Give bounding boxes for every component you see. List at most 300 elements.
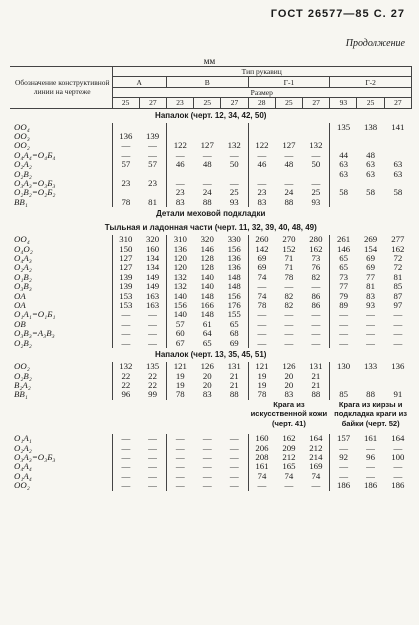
value-cell: — bbox=[148, 141, 157, 151]
value-cell: — bbox=[311, 338, 321, 348]
value-cell: 73 bbox=[311, 254, 321, 264]
glove-type-header: Тип рукавиц bbox=[112, 67, 412, 77]
value-cell: 132 bbox=[166, 273, 193, 282]
value-cell: 132 bbox=[309, 141, 323, 151]
table-row bbox=[10, 151, 412, 160]
value-cell: — bbox=[229, 179, 239, 188]
value-cell: 72 bbox=[393, 263, 403, 273]
row-label: OA bbox=[14, 301, 26, 311]
value-cell: — bbox=[202, 150, 212, 160]
value-cell: 142 bbox=[248, 245, 275, 254]
value-cell: 50 bbox=[229, 160, 239, 170]
value-cell bbox=[330, 141, 357, 150]
value-cell: 126 bbox=[282, 362, 296, 372]
value-cell: 83 bbox=[284, 390, 294, 400]
value-cell: 136 bbox=[166, 245, 193, 254]
table-row bbox=[10, 339, 412, 348]
value-cell: — bbox=[112, 141, 139, 150]
value-cell: 88 bbox=[202, 197, 212, 207]
value-cell: — bbox=[366, 338, 375, 348]
value-cell: — bbox=[202, 443, 212, 453]
table-row bbox=[10, 254, 412, 263]
value-cell: — bbox=[284, 150, 294, 160]
value-cell: 156 bbox=[227, 291, 241, 301]
value-cell: — bbox=[202, 471, 212, 481]
value-cell bbox=[330, 372, 357, 381]
value-cell: 148 bbox=[200, 310, 214, 320]
value-cell: 161 bbox=[248, 462, 275, 471]
value-cell bbox=[384, 141, 411, 150]
value-cell: 134 bbox=[145, 254, 160, 264]
spacer-cell bbox=[10, 400, 248, 429]
table-row bbox=[10, 235, 412, 244]
value-cell: 269 bbox=[363, 235, 378, 245]
value-cell bbox=[384, 151, 411, 160]
value-cell: 19 bbox=[248, 381, 275, 390]
value-cell: 61 bbox=[202, 319, 212, 329]
value-cell: 88 bbox=[284, 197, 294, 207]
table-row bbox=[10, 301, 412, 310]
value-cell: 127 bbox=[112, 263, 139, 272]
table-row bbox=[10, 141, 412, 150]
row-label: O₄A₃ bbox=[14, 254, 32, 264]
value-cell: 78 bbox=[248, 301, 275, 310]
value-cell: — bbox=[330, 310, 357, 319]
table-row bbox=[10, 472, 412, 481]
value-cell: 21 bbox=[229, 380, 239, 390]
value-cell: 63 bbox=[366, 160, 375, 170]
value-cell: 44 bbox=[330, 151, 357, 160]
value-cell: 186 bbox=[363, 481, 378, 491]
value-cell: 60 bbox=[166, 329, 193, 338]
row-label: BB₁ bbox=[14, 197, 28, 207]
value-cell: — bbox=[202, 179, 212, 188]
value-cell: 310 bbox=[166, 235, 193, 244]
value-cell: — bbox=[284, 282, 294, 292]
value-cell: 140 bbox=[166, 292, 193, 301]
value-cell: — bbox=[229, 481, 239, 491]
table-row bbox=[10, 179, 412, 188]
value-cell: 96 bbox=[112, 390, 139, 399]
value-cell: 130 bbox=[330, 362, 357, 371]
value-cell: 78 bbox=[166, 390, 193, 399]
value-cell: — bbox=[393, 319, 403, 329]
value-cell: — bbox=[229, 443, 239, 453]
value-cell: 136 bbox=[391, 362, 405, 372]
value-cell: — bbox=[229, 453, 239, 463]
value-cell: — bbox=[366, 310, 375, 320]
value-cell: — bbox=[248, 310, 275, 319]
value-cell: — bbox=[366, 462, 375, 472]
table-row bbox=[10, 132, 412, 141]
value-cell bbox=[248, 123, 275, 132]
value-cell: 78 bbox=[112, 198, 139, 207]
type-g2: Г-2 bbox=[330, 77, 412, 87]
value-cell bbox=[112, 188, 139, 197]
value-cell: — bbox=[112, 320, 139, 329]
value-cell: 69 bbox=[366, 254, 375, 264]
value-cell: — bbox=[284, 329, 294, 339]
value-cell: 169 bbox=[309, 462, 323, 472]
value-cell: 140 bbox=[200, 282, 214, 292]
value-cell: — bbox=[393, 338, 403, 348]
value-cell: 97 bbox=[393, 301, 403, 311]
value-cell: — bbox=[330, 472, 357, 481]
table-row bbox=[10, 292, 412, 301]
value-cell: 128 bbox=[200, 254, 214, 264]
value-cell bbox=[357, 372, 384, 381]
section-title: Напалок (черт. 12, 34, 42, 50) bbox=[155, 110, 267, 120]
value-cell: 133 bbox=[363, 362, 378, 372]
value-cell: 23 bbox=[248, 188, 275, 197]
size-cell: 27 bbox=[221, 98, 248, 108]
value-cell bbox=[275, 170, 302, 179]
row-label: O₃A₃=O₃Б₃ bbox=[14, 179, 56, 188]
value-cell: 165 bbox=[282, 462, 296, 472]
value-cell: 148 bbox=[227, 282, 241, 292]
value-cell: 96 bbox=[366, 453, 375, 463]
row-label: O₁B₂ bbox=[14, 272, 32, 282]
value-cell: 82 bbox=[284, 291, 294, 301]
value-cell: 22 bbox=[112, 381, 139, 390]
value-cell: 58 bbox=[330, 188, 357, 197]
row-label: O₂B₂ bbox=[14, 371, 32, 381]
value-cell: 65 bbox=[229, 319, 239, 329]
value-cell: 148 bbox=[227, 272, 241, 282]
value-cell: 58 bbox=[393, 188, 403, 198]
value-cell bbox=[139, 188, 166, 197]
value-cell: 64 bbox=[202, 329, 212, 339]
value-cell: 79 bbox=[330, 292, 357, 301]
size-cell: 28 bbox=[248, 98, 275, 108]
value-cell: — bbox=[311, 310, 321, 320]
value-cell: 132 bbox=[166, 282, 193, 291]
row-label: OO₂ bbox=[14, 362, 30, 372]
row-label: O₂B₂=O₂Б₂ bbox=[14, 188, 56, 198]
row-label: O₁A₄ bbox=[14, 471, 32, 481]
value-cell: 155 bbox=[227, 310, 241, 320]
table-row bbox=[10, 362, 412, 371]
value-cell: 89 bbox=[330, 301, 357, 310]
value-cell: 99 bbox=[148, 390, 157, 400]
value-cell: — bbox=[148, 338, 157, 348]
value-cell: — bbox=[166, 434, 193, 443]
value-cell: 127 bbox=[282, 141, 296, 151]
table-row bbox=[10, 263, 412, 272]
value-cell: 86 bbox=[311, 301, 321, 311]
value-cell: — bbox=[112, 444, 139, 453]
value-cell: 93 bbox=[229, 197, 239, 207]
row-label: OO₂ bbox=[14, 141, 30, 151]
size-cell: 25 bbox=[357, 98, 384, 108]
value-cell: 277 bbox=[391, 235, 405, 245]
value-cell: 81 bbox=[366, 282, 375, 292]
value-cell: 86 bbox=[311, 291, 321, 301]
value-cell: 330 bbox=[227, 235, 241, 245]
value-cell: 139 bbox=[145, 131, 160, 141]
value-cell: 157 bbox=[330, 434, 357, 443]
value-cell: — bbox=[311, 329, 321, 339]
value-cell: 135 bbox=[145, 362, 160, 372]
value-cell: 22 bbox=[148, 380, 157, 390]
value-cell: 65 bbox=[330, 263, 357, 272]
size-cell: 27 bbox=[384, 98, 411, 108]
value-cell: — bbox=[166, 444, 193, 453]
value-cell bbox=[357, 381, 384, 390]
value-cell bbox=[221, 170, 248, 179]
value-cell: — bbox=[112, 462, 139, 471]
value-cell: 57 bbox=[166, 320, 193, 329]
value-cell: — bbox=[393, 310, 403, 320]
value-cell bbox=[384, 179, 411, 188]
value-cell: — bbox=[148, 434, 157, 444]
value-cell: 77 bbox=[366, 272, 375, 282]
dimensions-table bbox=[10, 66, 412, 491]
value-cell: 50 bbox=[311, 160, 321, 170]
value-cell: 163 bbox=[145, 291, 160, 301]
value-cell bbox=[384, 132, 411, 141]
value-cell: 132 bbox=[112, 362, 139, 371]
value-cell: 120 bbox=[166, 254, 193, 263]
type-v: В bbox=[166, 77, 248, 87]
value-cell bbox=[303, 170, 330, 179]
value-cell: 132 bbox=[227, 141, 241, 151]
value-cell: — bbox=[330, 339, 357, 348]
value-cell: — bbox=[248, 320, 275, 329]
value-cell: 25 bbox=[311, 188, 321, 198]
value-cell bbox=[194, 170, 221, 179]
value-cell bbox=[112, 123, 139, 132]
value-cell: 65 bbox=[330, 254, 357, 263]
value-cell: 164 bbox=[391, 434, 405, 444]
value-cell: — bbox=[330, 462, 357, 471]
value-cell bbox=[357, 141, 384, 150]
value-cell: 149 bbox=[145, 282, 160, 292]
value-cell: 208 bbox=[248, 453, 275, 462]
value-cell: 63 bbox=[393, 160, 403, 170]
value-cell: 69 bbox=[248, 254, 275, 263]
value-cell: 149 bbox=[145, 272, 160, 282]
value-cell: 162 bbox=[309, 244, 323, 254]
size-cell: 25 bbox=[275, 98, 302, 108]
table-row bbox=[10, 444, 412, 453]
value-cell: — bbox=[248, 282, 275, 291]
value-cell: — bbox=[248, 339, 275, 348]
size-header: Размер bbox=[112, 87, 412, 97]
value-cell: 19 bbox=[166, 372, 193, 381]
table-row bbox=[10, 434, 412, 443]
size-cell: 23 bbox=[166, 98, 193, 108]
value-cell: 73 bbox=[330, 273, 357, 282]
value-cell: 57 bbox=[112, 160, 139, 169]
value-cell: — bbox=[148, 462, 157, 472]
value-cell bbox=[357, 198, 384, 207]
value-cell: 85 bbox=[393, 282, 403, 292]
value-cell bbox=[194, 123, 221, 132]
value-cell: 209 bbox=[282, 443, 296, 453]
value-cell: — bbox=[229, 150, 239, 160]
value-cell: 74 bbox=[311, 471, 321, 481]
row-label: OB bbox=[14, 319, 26, 329]
row-label: O₁A₁=O₁Б₁ bbox=[14, 310, 56, 320]
value-cell bbox=[221, 132, 248, 141]
value-cell: 87 bbox=[393, 291, 403, 301]
value-cell: — bbox=[148, 443, 157, 453]
value-cell: 122 bbox=[166, 141, 193, 150]
value-cell: — bbox=[148, 481, 157, 491]
value-cell: 320 bbox=[200, 235, 214, 245]
value-cell: 82 bbox=[311, 272, 321, 282]
value-cell: 22 bbox=[148, 371, 157, 381]
section-subtitle: Крага из кирзы и подкладка краги из байки (черт. 52) bbox=[334, 399, 408, 428]
table-row bbox=[10, 372, 412, 381]
value-cell: 88 bbox=[366, 390, 375, 400]
value-cell: 22 bbox=[112, 372, 139, 381]
value-cell: — bbox=[202, 453, 212, 463]
value-cell: — bbox=[112, 453, 139, 462]
value-cell bbox=[330, 132, 357, 141]
value-cell: 160 bbox=[145, 244, 160, 254]
row-label: BB₁ bbox=[14, 390, 28, 400]
row-label: O₂B₂ bbox=[14, 338, 32, 348]
value-cell: — bbox=[112, 329, 139, 338]
value-cell: — bbox=[112, 472, 139, 481]
size-cell: 27 bbox=[139, 98, 166, 108]
value-cell: 68 bbox=[229, 329, 239, 339]
value-cell: — bbox=[112, 310, 139, 319]
value-cell: 58 bbox=[366, 188, 375, 198]
value-cell: 77 bbox=[330, 282, 357, 291]
table-row bbox=[10, 481, 412, 490]
value-cell: — bbox=[393, 471, 403, 481]
value-cell: 63 bbox=[393, 169, 403, 179]
value-cell: 139 bbox=[112, 282, 139, 291]
value-cell: — bbox=[311, 319, 321, 329]
value-cell bbox=[139, 123, 166, 132]
value-cell: 74 bbox=[248, 292, 275, 301]
value-cell: 57 bbox=[148, 160, 157, 170]
value-cell: 127 bbox=[112, 254, 139, 263]
value-cell: 186 bbox=[330, 481, 357, 490]
value-cell: 121 bbox=[248, 362, 275, 371]
section-subtitle: Тыльная и ладонная части (черт. 11, 32, 39, 40, 48, 49) bbox=[104, 223, 317, 233]
row-label: O₄O₂ bbox=[14, 244, 33, 254]
row-label: O₂A₂ bbox=[14, 443, 32, 453]
value-cell: 136 bbox=[112, 132, 139, 141]
value-cell: 83 bbox=[202, 390, 212, 400]
value-cell: 127 bbox=[200, 141, 214, 151]
value-cell: 74 bbox=[284, 471, 294, 481]
value-cell bbox=[384, 198, 411, 207]
value-cell: — bbox=[393, 462, 403, 472]
value-cell: — bbox=[284, 338, 294, 348]
table-row bbox=[10, 123, 412, 132]
value-cell: 320 bbox=[145, 235, 160, 245]
value-cell: — bbox=[166, 453, 193, 462]
value-cell: 63 bbox=[330, 160, 357, 169]
value-cell: 280 bbox=[309, 235, 323, 245]
value-cell: — bbox=[393, 443, 403, 453]
table-row bbox=[10, 310, 412, 319]
section-title: Напалок (черт. 13, 35, 45, 51) bbox=[155, 350, 267, 360]
table-row bbox=[10, 329, 412, 338]
value-cell: 150 bbox=[112, 245, 139, 254]
size-cell: 93 bbox=[330, 98, 357, 108]
value-cell: 131 bbox=[309, 362, 323, 372]
value-cell: 206 bbox=[248, 444, 275, 453]
table-row bbox=[10, 381, 412, 390]
section-title: Детали меховой подкладки bbox=[156, 209, 266, 219]
value-cell: 74 bbox=[248, 273, 275, 282]
value-cell: — bbox=[284, 179, 294, 188]
value-cell: 93 bbox=[366, 301, 375, 311]
value-cell: 23 bbox=[112, 179, 139, 188]
value-cell: — bbox=[148, 453, 157, 463]
value-cell: — bbox=[330, 444, 357, 453]
value-cell: — bbox=[393, 329, 403, 339]
value-cell: 138 bbox=[363, 122, 378, 132]
value-cell: 25 bbox=[229, 188, 239, 198]
value-cell: 166 bbox=[200, 301, 214, 311]
value-cell: — bbox=[112, 339, 139, 348]
type-g1: Г-1 bbox=[248, 77, 330, 87]
value-cell: — bbox=[311, 481, 321, 491]
value-cell: 126 bbox=[200, 362, 214, 372]
size-cell: 25 bbox=[112, 98, 139, 108]
size-cell: 25 bbox=[194, 98, 221, 108]
value-cell: 139 bbox=[112, 273, 139, 282]
value-cell: 122 bbox=[248, 141, 275, 150]
value-cell: — bbox=[166, 151, 193, 160]
type-a: А bbox=[112, 77, 166, 87]
value-cell: 131 bbox=[227, 362, 241, 372]
row-label: B₂A₂ bbox=[14, 380, 31, 390]
value-cell: — bbox=[148, 319, 157, 329]
value-cell: 85 bbox=[330, 390, 357, 399]
value-cell: 23 bbox=[148, 179, 157, 188]
value-cell: 212 bbox=[309, 443, 323, 453]
row-label: O₃B₃=A₃B₃ bbox=[14, 329, 55, 339]
row-label: OA bbox=[14, 291, 26, 301]
value-cell: 121 bbox=[166, 362, 193, 371]
value-cell: 21 bbox=[311, 380, 321, 390]
value-cell: 46 bbox=[248, 160, 275, 169]
value-cell: 212 bbox=[282, 453, 296, 463]
value-cell: 140 bbox=[200, 272, 214, 282]
value-cell bbox=[384, 372, 411, 381]
value-cell: 136 bbox=[227, 254, 241, 264]
value-cell: 71 bbox=[284, 254, 294, 264]
value-cell: — bbox=[148, 150, 157, 160]
unit-label: мм bbox=[203, 56, 216, 66]
value-cell: — bbox=[284, 319, 294, 329]
value-cell: — bbox=[166, 472, 193, 481]
value-cell: 146 bbox=[200, 244, 214, 254]
value-cell: 20 bbox=[202, 380, 212, 390]
value-cell: 152 bbox=[282, 244, 296, 254]
value-cell: — bbox=[366, 329, 375, 339]
value-cell: 65 bbox=[202, 338, 212, 348]
value-cell: 78 bbox=[284, 272, 294, 282]
value-cell: 46 bbox=[166, 160, 193, 169]
value-cell: 72 bbox=[393, 254, 403, 264]
section-subtitle: Крага из искусственной кожи (черт. 41) bbox=[250, 399, 328, 428]
value-cell: 156 bbox=[227, 244, 241, 254]
value-cell: 93 bbox=[311, 197, 321, 207]
value-cell: 24 bbox=[284, 188, 294, 198]
value-cell: 153 bbox=[112, 292, 139, 301]
value-cell bbox=[384, 381, 411, 390]
